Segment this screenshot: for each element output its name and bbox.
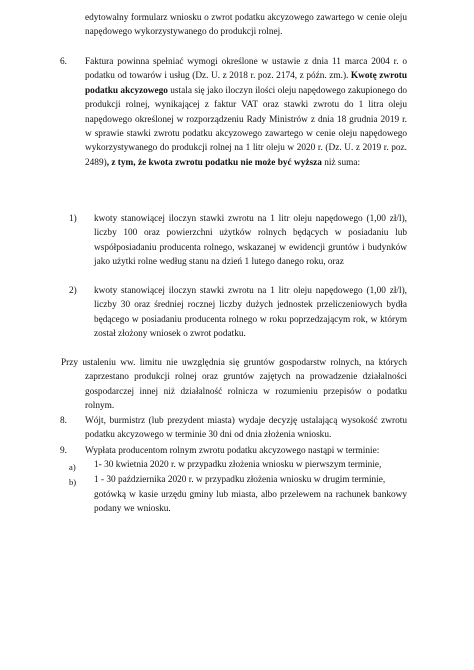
list-item-1: kwoty stanowiącej iloczyn stawki zwrotu na 1 litr oleju napędowego (1,00 zł/l), liczby 100 oraz powierzchni użytków rolnych będących w posiadaniu lub współposiadaniu producenta rolnego, wskazanej w ewidencji gruntów i budynków jako użytki rolne według stanu na dzień 1 lutego danego roku, oraz (94, 214, 407, 268)
paragraph-6-text-2: ustala się jako iloczyn ilości oleju napędowego zakupionego do produkcji rolnej, wynikającej z faktur VAT oraz stawki zwrotu do 1 litra oleju napędowego określonej w rozporządzeniu Rady Ministrów z dnia 18 grudnia 2019 r. w sprawie stawki zwrotu podatku akcyzowego zawartego w cenie oleju napędowego wykorzystywanego do produkcji rolnej na 1 litr oleju w 2020 r. (Dz. U. z 2019 r. poz. 2489) (85, 85, 407, 168)
list-item-2: kwoty stanowiącej iloczyn stawki zwrotu na 1 litr oleju napędowego (1,00 zł/l), liczby 30 oraz średniej rocznej liczby dużych jednostek przeliczeniowych bydła będącego w posiadaniu producenta rolnego w roku poprzedzającym rok, w którym został złożony wniosek o zwrot podatku. (94, 286, 407, 340)
list-item-2-number: 2) (69, 286, 77, 296)
paragraph-9-payment-note: gotówką w kasie urzędu gminy lub miasta, albo przelewem na rachunek bankowy podany we wniosku. (94, 490, 407, 515)
paragraph-6-bold-1: Kwotę zwrotu podatku akcyzowego (85, 71, 407, 96)
list-item-b: 1 - 30 października 2020 r. w przypadku złożenia wniosku w drugim terminie, (94, 475, 386, 485)
paragraph-5-continuation: edytowalny formularz wniosku o zwrot podatku akcyzowego zawartego w cenie oleju napędowego wykorzystywanego do produkcji rolnej. (85, 13, 407, 38)
list-item-1-number: 1) (69, 214, 77, 224)
paragraph-8-number: 8. (60, 416, 67, 426)
list-item-b-number: b) (69, 477, 77, 487)
paragraph-6 (85, 55, 407, 170)
list-item-a: 1- 30 kwietnia 2020 r. w przypadku złożenia wniosku w pierwszym terminie, (94, 460, 382, 470)
paragraph-6-number: 6. (60, 57, 67, 67)
paragraph-8: Wójt, burmistrz (lub prezydent miasta) wydaje decyzję ustalającą wysokość zwrotu podatku akcyzowego w terminie 30 dni od dnia złożenia wniosku. (85, 416, 407, 441)
paragraph-9-number: 9. (60, 446, 67, 456)
list-item-a-number: a) (69, 462, 76, 472)
paragraph-6-limit-note: Przy ustaleniu ww. limitu nie uwzględnia się gruntów gospodarstw rolnych, na których zaprzestano produkcji rolnej oraz gruntów zajętych na prowadzenie działalności gospodarczej innej niż działalność rolnicza w rozumieniu przepisów o podatku rolnym. (61, 358, 407, 412)
paragraph-9: Wypłata producentom rolnym zwrotu podatku akcyzowego nastąpi w terminie: (85, 446, 380, 456)
paragraph-6-text-3: niż suma: (321, 157, 361, 168)
paragraph-6-text-1: Faktura powinna spełniać wymogi określone w ustawie z dnia 11 marca 2004 r. o podatku od towarów i usług (Dz. U. z 2018 r. poz. 2174, z późn. zm.). (85, 57, 407, 82)
paragraph-6-bold-2: , z tym, że kwota zwrotu podatku nie może być wyższa (106, 157, 322, 168)
